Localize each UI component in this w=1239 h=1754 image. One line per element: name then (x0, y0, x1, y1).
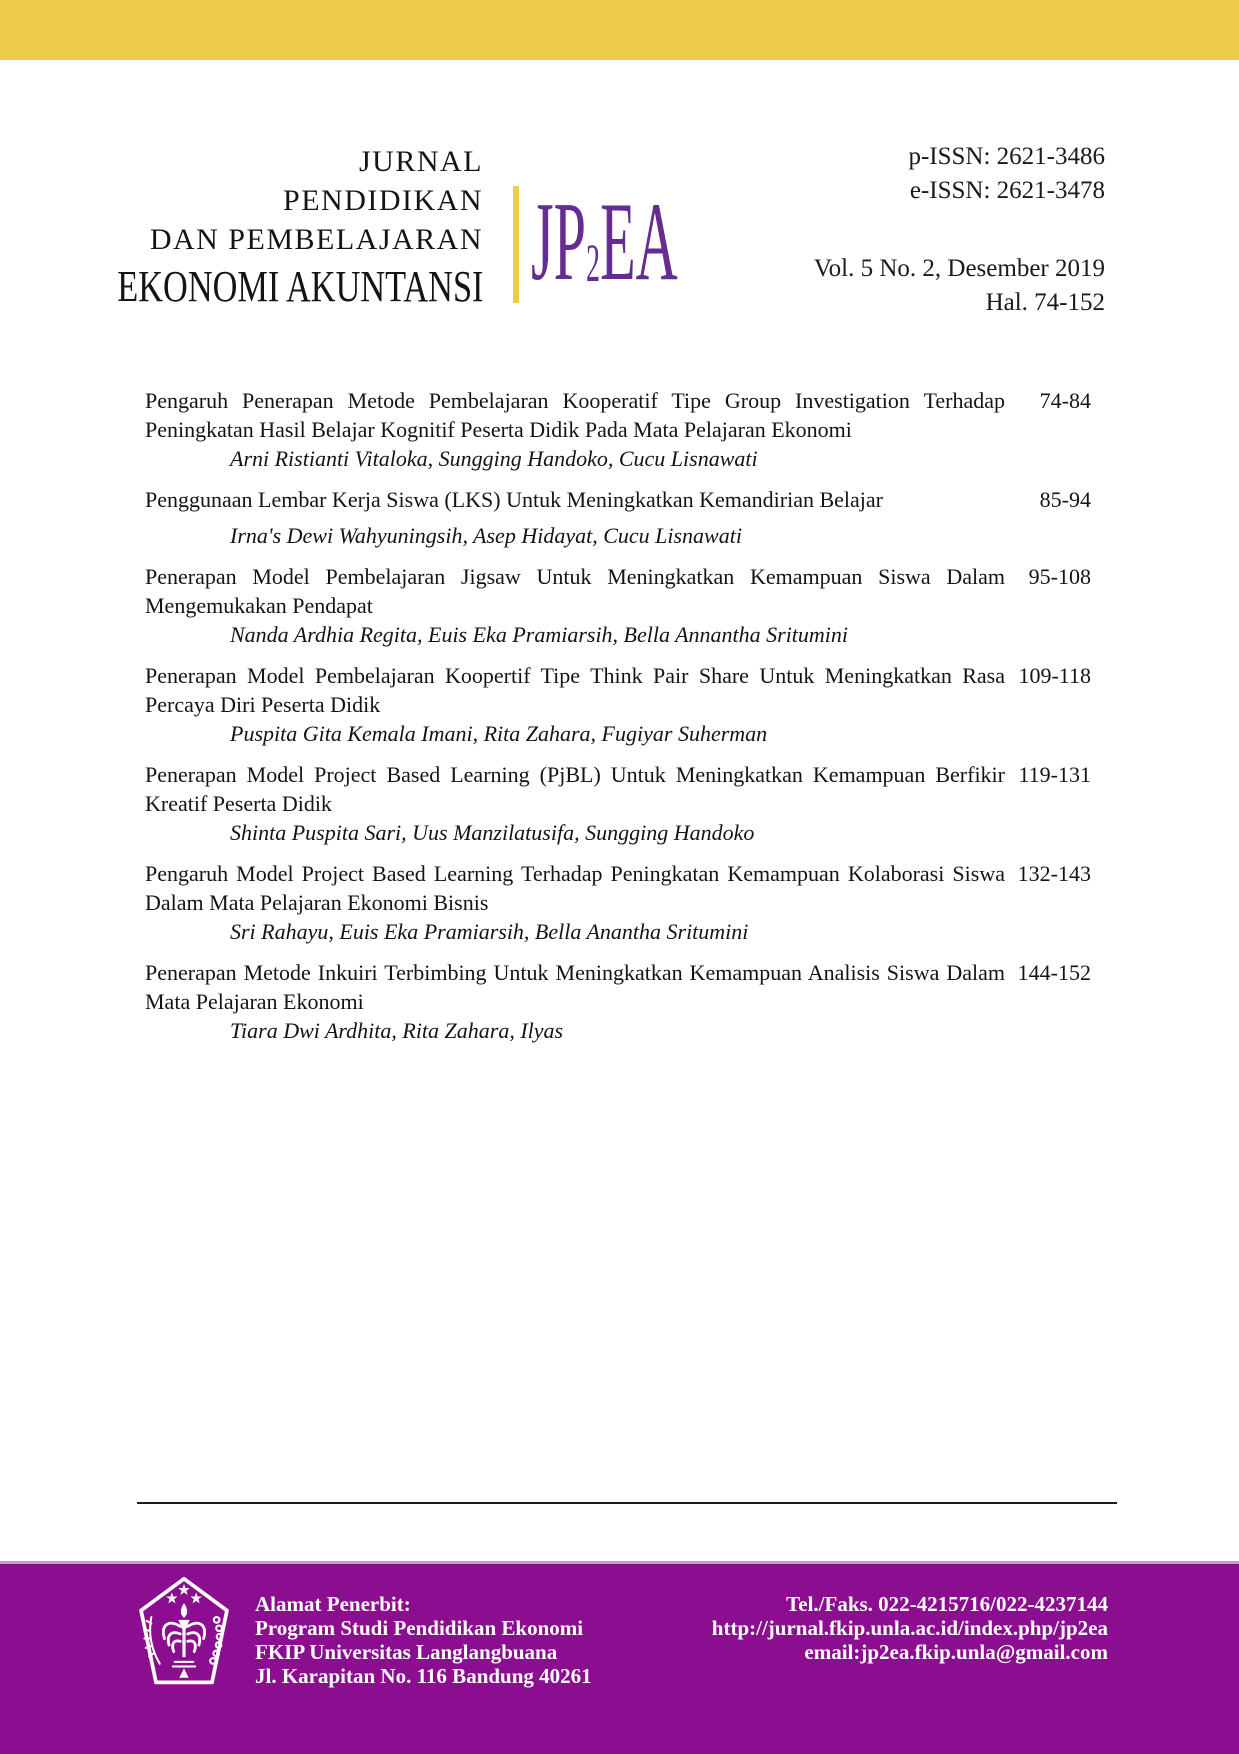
publisher-contact-block (712, 1592, 1108, 1664)
volume-block (814, 252, 1105, 320)
article-authors: Arni Ristianti Vitaloka, Sungging Handoko, Cucu Lisnawati (230, 446, 758, 471)
top-accent-bar (0, 0, 1239, 60)
article-authors: Irna's Dewi Wahyuningsih, Asep Hidayat, Cucu Lisnawati (230, 523, 742, 548)
article-authors: Nanda Ardhia Regita, Euis Eka Pramiarsih, Bella Annantha Sritumini (230, 622, 849, 647)
toc-entry (145, 386, 1091, 473)
journal-title (14, 142, 483, 313)
toc-entry (145, 859, 1091, 946)
entry-page-range: 109-118 (1018, 663, 1091, 688)
journal-title-line: PENDIDIKAN (283, 184, 483, 217)
publisher-footer (0, 1561, 1239, 1754)
phone-fax-line: Tel./Faks. 022-4215716/022-4237144 (786, 1592, 1108, 1616)
entry-page-range: 144-152 (1017, 960, 1091, 985)
university-langlangbuana-logo-icon (137, 1576, 231, 1688)
article-authors: Sri Rahayu, Euis Eka Pramiarsih, Bella Anantha Sritumini (230, 919, 749, 944)
entry-page-range: 95-108 (1028, 564, 1091, 589)
pages-range-line: Hal. 74-152 (985, 289, 1105, 316)
entry-page-range: 85-94 (1039, 487, 1091, 512)
acronym-part: EA (600, 180, 678, 304)
entry-page-range: 119-131 (1018, 762, 1091, 787)
address-heading: Alamat Penerbit: (255, 1592, 411, 1616)
toc-entry (145, 958, 1091, 1045)
masthead-divider-bar (513, 186, 519, 303)
journal-title-line: DAN PEMBELAJARAN (149, 223, 483, 256)
journal-title-line: EKONOMI AKUNTANSI (116, 262, 483, 311)
table-of-contents (145, 386, 1091, 1057)
article-title: Penerapan Model Project Based Learning (PjBL) Untuk Meningkatkan Kemampuan Berfikir Kreatif Peserta Didik (145, 762, 1005, 816)
journal-title-line: JURNAL (358, 145, 483, 178)
issn-block (908, 140, 1105, 208)
entry-page-range: 74-84 (1039, 388, 1091, 413)
e-issn: e-ISSN: 2621-3478 (909, 177, 1105, 204)
journal-email: email:jp2ea.fkip.unla@gmail.com (804, 1640, 1108, 1664)
article-title: Penerapan Metode Inkuiri Terbimbing Untuk Meningkatkan Kemampuan Analisis Siswa Dalam Mata Pelajaran Ekonomi (145, 960, 1005, 1014)
publisher-address-block (255, 1592, 592, 1688)
entry-page-range: 132-143 (1017, 861, 1091, 886)
acronym-subscript: 2 (586, 233, 601, 293)
acronym-part: JP (531, 180, 587, 304)
article-title: Penerapan Model Pembelajaran Koopertif Tipe Think Pair Share Untuk Meningkatkan Rasa Percaya Diri Peserta Didik (145, 663, 1005, 717)
toc-entry (145, 760, 1091, 847)
toc-entry (145, 661, 1091, 748)
article-title: Penggunaan Lembar Kerja Siswa (LKS) Untuk Meningkatkan Kemandirian Belajar (145, 487, 884, 512)
toc-entry (145, 562, 1091, 649)
article-title: Pengaruh Model Project Based Learning Terhadap Peningkatan Kemampuan Kolaborasi Siswa Dalam Mata Pelajaran Ekonomi Bisnis (145, 861, 1005, 915)
address-line: FKIP Universitas Langlangbuana (255, 1640, 558, 1664)
volume-line: Vol. 5 No. 2, Desember 2019 (813, 255, 1105, 282)
address-line: Jl. Karapitan No. 116 Bandung 40261 (255, 1664, 592, 1688)
toc-entry (145, 485, 1091, 550)
article-authors: Tiara Dwi Ardhita, Rita Zahara, Ilyas (230, 1018, 564, 1043)
article-title: Penerapan Model Pembelajaran Jigsaw Untuk Meningkatkan Kemampuan Siswa Dalam Mengemukakan Pendapat (145, 564, 1005, 618)
article-title: Pengaruh Penerapan Metode Pembelajaran Kooperatif Tipe Group Investigation Terhadap Peningkatan Hasil Belajar Kognitif Peserta Didik Pada Mata Pelajaran Ekonomi (145, 388, 1005, 442)
journal-acronym-logo (531, 180, 678, 319)
address-line: Program Studi Pendidikan Ekonomi (255, 1616, 584, 1640)
journal-url: http://jurnal.fkip.unla.ac.id/index.php/jp2ea (711, 1616, 1108, 1640)
article-authors: Puspita Gita Kemala Imani, Rita Zahara, Fugiyar Suherman (230, 721, 768, 746)
footer-divider-line (137, 1502, 1117, 1504)
article-authors: Shinta Puspita Sari, Uus Manzilatusifa, Sungging Handoko (230, 820, 755, 845)
p-issn: p-ISSN: 2621-3486 (908, 143, 1105, 170)
